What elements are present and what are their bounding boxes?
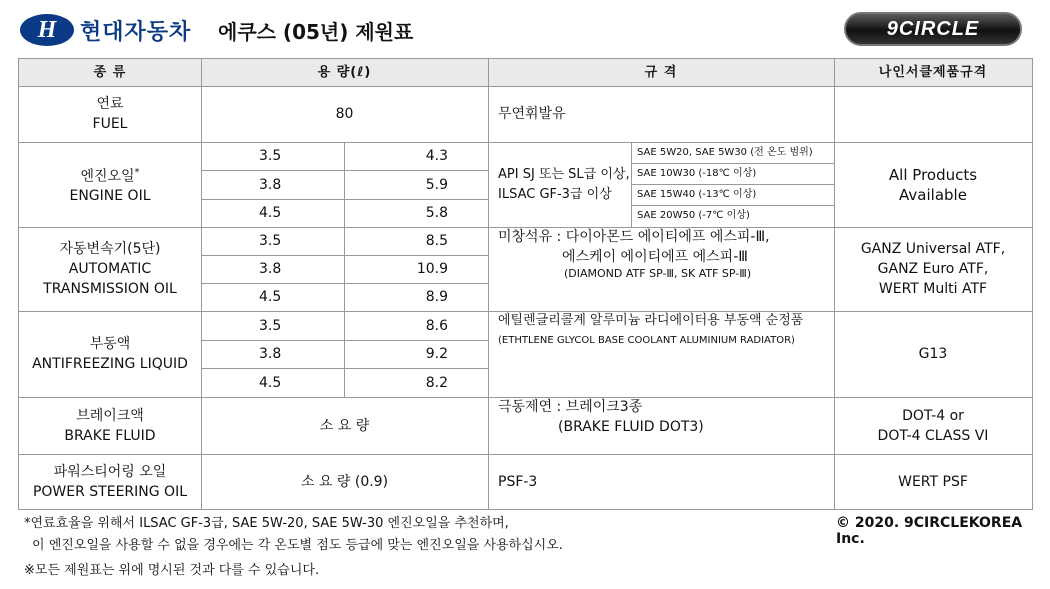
- footnote-3: ※모든 제원표는 위에 명시된 것과 다를 수 있습니다.: [24, 563, 320, 578]
- brand-name: 현대자동차: [80, 19, 192, 45]
- antifreeze-capacity-1b: 8.6: [425, 317, 448, 334]
- engine-oil-capacity-3a: 4.5: [259, 205, 282, 221]
- engine-oil-grade-3: SAE 15W40 (-13℃ 이상): [637, 188, 757, 200]
- steering-type-cell: [19, 454, 201, 509]
- transmission-spec-line2: 에스케이 에이티에프 에스피-Ⅲ: [562, 249, 748, 265]
- transmission-name-en2: TRANSMISSION OIL: [43, 281, 177, 297]
- antifreeze-capacity-3a: 4.5: [259, 374, 282, 391]
- antifreeze-product: G13: [918, 346, 948, 362]
- fuel-name-en: FUEL: [92, 116, 128, 132]
- col-header-capacity: 용 량(ℓ): [201, 59, 488, 86]
- antifreeze-spec: [488, 311, 834, 397]
- brake-name-en: BRAKE FLUID: [64, 427, 156, 444]
- engine-oil-name-en: ENGINE OIL: [69, 188, 151, 205]
- engine-oil-capacity-2a: 3.8: [259, 176, 282, 193]
- transmission-spec-line3: (DIAMOND ATF SP-Ⅲ, SK ATF SP-Ⅲ): [564, 267, 752, 280]
- brake-type-cell: [19, 397, 201, 454]
- engine-oil-product-line1: All Products: [888, 165, 978, 184]
- transmission-product: [834, 227, 1032, 311]
- transmission-spec-line1: 미창석유 : 다이아몬드 에이티에프 에스피-Ⅲ,: [498, 229, 770, 245]
- antifreeze-capacity-2a: 3.8: [259, 346, 282, 362]
- antifreeze-type-cell: [19, 311, 201, 397]
- transmission-capacity-1a: 3.5: [259, 233, 282, 249]
- footnote-2: 이 엔진오일을 사용할 수 없을 경우에는 각 온도별 점도 등급에 맞는 엔진오일을 사용하십시오.: [32, 538, 563, 553]
- steering-spec: PSF-3: [498, 473, 538, 490]
- steering-capacity: 소 요 량 (0.9): [300, 473, 389, 490]
- brake-name-ko: 브레이크액: [76, 407, 144, 424]
- fuel-spec: 무연휘발유: [498, 106, 566, 122]
- transmission-product-line3: WERT Multi ATF: [878, 281, 988, 297]
- transmission-name-en1: AUTOMATIC: [68, 261, 152, 277]
- fuel-name-ko: 연료: [96, 96, 124, 112]
- antifreeze-spec-line1: 에틸렌글리콜계 알루미늄 라디에이터용 부동액 순정품: [498, 313, 804, 328]
- fuel-type-cell: [19, 86, 201, 142]
- transmission-capacity-2a: 3.8: [259, 261, 282, 277]
- col-header-type: 종 류: [19, 59, 201, 86]
- footnote-1: *연료효율을 위해서 ILSAC GF-3급, SAE 5W-20, SAE 5W-30 엔진오일을 추천하며,: [24, 516, 509, 531]
- engine-oil-grade-4: SAE 20W50 (-7℃ 이상): [637, 210, 750, 221]
- hyundai-logo: [20, 14, 191, 46]
- engine-oil-type-cell: [19, 142, 201, 227]
- engine-oil-capacity-1b: 4.3: [425, 148, 448, 164]
- engine-oil-name-ko: 엔진오일: [80, 168, 135, 185]
- engine-oil-capacity-2b: 5.9: [425, 176, 448, 193]
- fuel-product: [834, 86, 1032, 142]
- transmission-spec: [488, 227, 834, 311]
- brake-product-line2: DOT-4 CLASS VI: [877, 427, 989, 444]
- transmission-name-ko: 자동변속기(5단): [59, 241, 161, 257]
- copyright: © 2020. 9CIRCLEKOREA Inc.: [836, 515, 1023, 547]
- antifreeze-capacity-3b: 8.2: [425, 374, 448, 391]
- brake-spec: [488, 397, 834, 454]
- engine-oil-grade-2: SAE 10W30 (-18℃ 이상): [637, 167, 757, 179]
- antifreeze-name-en: ANTIFREEZING LIQUID: [32, 356, 188, 372]
- antifreeze-capacity-2b: 9.2: [425, 346, 448, 362]
- engine-oil-capacity-3b: 5.8: [425, 205, 448, 221]
- transmission-type-cell: [19, 227, 201, 311]
- brake-product: [834, 397, 1032, 454]
- transmission-capacity-3a: 4.5: [259, 289, 282, 305]
- fuel-capacity: 80: [335, 106, 354, 122]
- header: [0, 0, 1050, 58]
- brake-spec-line1: 극동제연 : 브레이크3종: [498, 399, 643, 415]
- transmission-capacity-1b: 8.5: [425, 233, 448, 249]
- steering-product: WERT PSF: [898, 473, 968, 490]
- brake-capacity: 소 요 량: [319, 417, 370, 434]
- transmission-capacity-2b: 10.9: [416, 261, 448, 277]
- engine-oil-spec-line1: API SJ 또는 SL급 이상,: [498, 166, 630, 182]
- spec-table: [18, 58, 1033, 510]
- 9circle-logo: 9CIRCLE: [844, 12, 1022, 46]
- transmission-product-line1: GANZ Universal ATF,: [860, 241, 1006, 257]
- engine-oil-spec-line2: ILSAC GF-3급 이상: [498, 186, 612, 202]
- engine-oil-product-line2: Available: [899, 185, 967, 204]
- transmission-product-line2: GANZ Euro ATF,: [877, 261, 989, 277]
- engine-oil-capacity-1a: 3.5: [259, 148, 282, 164]
- antifreeze-name-ko: 부동액: [89, 336, 131, 352]
- brake-product-line1: DOT-4 or: [902, 407, 964, 424]
- steering-name-ko: 파워스티어링 오일: [53, 463, 167, 480]
- antifreeze-spec-line2: (ETHTLENE GLYCOL BASE COOLANT ALUMINIUM RADIATOR): [498, 335, 795, 346]
- engine-oil-grade-1: SAE 5W20, SAE 5W30 (전 온도 범위): [637, 146, 813, 158]
- antifreeze-capacity-1a: 3.5: [259, 317, 282, 334]
- engine-oil-spec: [488, 142, 631, 227]
- engine-oil-marker: *: [134, 166, 140, 178]
- col-header-product: 나인서클제품규격: [834, 59, 1032, 86]
- transmission-capacity-3b: 8.9: [425, 289, 448, 305]
- steering-name-en: POWER STEERING OIL: [32, 483, 188, 500]
- brake-spec-line2: (BRAKE FLUID DOT3): [558, 419, 704, 435]
- page-title: 에쿠스 (05년) 제원표: [218, 20, 414, 44]
- engine-oil-product: [834, 142, 1032, 227]
- col-header-spec: 규 격: [488, 59, 834, 86]
- hyundai-emblem-icon: H: [20, 14, 74, 46]
